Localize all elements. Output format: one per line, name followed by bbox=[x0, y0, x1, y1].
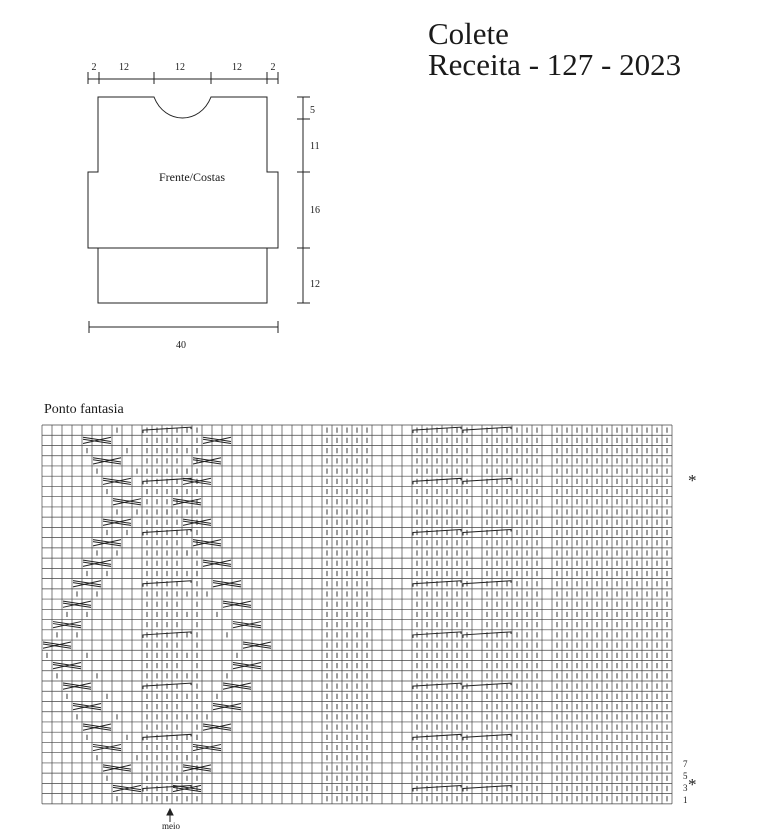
bottom-dimension-line bbox=[89, 321, 278, 333]
repeat-mark-bottom: * bbox=[688, 775, 697, 794]
bottom-width: 40 bbox=[176, 340, 186, 351]
row-label-3: 3 bbox=[683, 783, 688, 793]
repeat-mark-top: * bbox=[688, 471, 697, 490]
side-height-3: 16 bbox=[310, 205, 320, 216]
top-width-1: 2 bbox=[91, 62, 97, 73]
garment-outline bbox=[88, 97, 278, 303]
title-line-2: Receita - 127 - 2023 bbox=[428, 47, 682, 82]
row-label-1: 1 bbox=[683, 795, 688, 805]
stitch-chart bbox=[42, 425, 672, 804]
top-width-2: 12 bbox=[119, 62, 129, 73]
top-width-3: 12 bbox=[175, 62, 185, 73]
top-width-5: 2 bbox=[270, 62, 276, 73]
title-line-1: Colete bbox=[428, 16, 509, 51]
top-width-4: 12 bbox=[232, 62, 242, 73]
row-label-5: 5 bbox=[683, 771, 688, 781]
piece-label: Frente/Costas bbox=[159, 170, 225, 184]
side-height-4: 12 bbox=[310, 279, 320, 290]
row-label-7: 7 bbox=[683, 759, 688, 769]
middle-label: meio bbox=[162, 821, 180, 831]
top-dimension-line bbox=[88, 72, 278, 84]
side-height-1: 5 bbox=[310, 105, 315, 116]
chart-title: Ponto fantasia bbox=[44, 402, 124, 417]
side-height-2: 11 bbox=[310, 141, 320, 152]
side-dimension-line bbox=[297, 97, 310, 303]
